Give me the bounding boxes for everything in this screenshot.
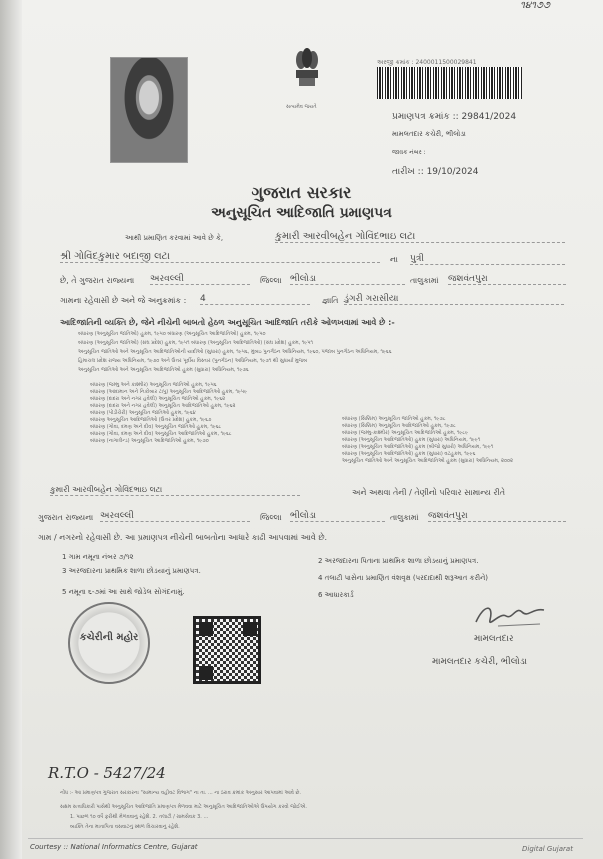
scan-shadow [0, 0, 22, 859]
serial-number: 4 [200, 294, 310, 305]
footer-courtesy: Courtesy :: National Informatics Centre, Gujarat [30, 843, 198, 851]
ref-right-item: બંધારણ (અનુસૂચિત આદિજાતિઓ) હુકમ (સુધારા) અધિનિયમ, ૧૯૯૧ [342, 437, 481, 443]
district-1: અરવલ્લી [150, 274, 250, 285]
ref-left-item: બંધારણ (દાદરા અને નગર હવેલી) અનુસૂચિત આદિજાતિઓ હુકમ, ૧૯૬૨ [90, 403, 236, 409]
outward-number: જાવક નંબર : [392, 149, 426, 156]
resident-line: ગામના રહેવાસી છે અને જે અનુક્રમાંક : [60, 296, 187, 305]
ref-left-item: બંધારણ (નાગાલેન્ડ) અનુસૂચિત આદિજાતિઓ હુકમ, ૧૯૭૦ [90, 438, 209, 444]
qr-code [193, 616, 261, 684]
ref-left-item: બંધારણ (દાદરા અને નગર હવેલી) અનુસૂચિત જાતિઓ હુકમ, ૧૯૬૨ [90, 396, 226, 402]
note-line-4: વ્યક્તિ તેના માતાપિતા વસવાટનું સ્થળ વિચારવાનું રહેશે. [70, 824, 180, 830]
taluka-label-1: તાલુકામાં [410, 276, 439, 285]
corner-mark: ૧૪૧૭૭ [520, 0, 550, 11]
office-seal [68, 602, 150, 684]
name-repeat: કુમારી આરવીબહેન ગોવિંદભાઇ લટા [50, 485, 300, 496]
village-2: જશવંતપુરા [428, 511, 566, 522]
document-number: અરજી ક્રમાંક : 2400011500029841 [377, 59, 477, 66]
caste-name: ડુંગરી ગરાસીયા [344, 294, 564, 305]
ref-left-item: બંધારણ (જમ્મુ અને કાશ્મીર) અનુસૂચિત જાતિઓ હુકમ, ૧૯૫૬ [90, 382, 217, 388]
ref-line-3: અનુસૂચિત જાતિઓ અને અનુસૂચિત આદિજાતિઓની યાદીઓ (સુધારા) હુકમ, ૧૯૫૬, મુંબઇ પુનર્ગઠન અધિનિયમ, ૧૯૬૦, પંજાબ પુનર્ગઠન અધિનિયમ, ૧૯૬૬ [78, 349, 392, 355]
applicant-photo [110, 57, 188, 163]
note-line-3: 1. પાછળ ૧૦ વર્ષે ફરીથી મેળવવાનું રહેશે. 2. તલાટી / ગ્રામસેવક 3. ... [70, 814, 209, 820]
ref-line-1: બંધારણ (અનુસૂચિત જાતિઓ) હુકમ, ૧૯૫૦ બંધારણ (અનુસૂચિત આદિજાતિઓ) હુકમ, ૧૯૫૦ [78, 331, 266, 337]
certificate-title: અનુસૂચિત આદિજાતિ પ્રમાણપત્ર [211, 205, 392, 221]
certify-prefix: આથી પ્રમાણિત કરવામાં આવે છે કે, [125, 234, 224, 242]
taluka-1: ભીલોડા [290, 274, 405, 285]
evidence-item: 1 ગામ નમૂના નંબર ૭/૧૨ [62, 553, 134, 561]
evidence-item: 3 અરજદારના પ્રાથમિક શાળા છોડયાનું પ્રમાણપત્ર. [62, 567, 201, 575]
state-prefix-2: ગુજરાત રાજ્યના [38, 513, 94, 522]
taluka-2: ભીલોડા [290, 511, 385, 522]
handwritten-note: R.T.O - 5427/24 [48, 764, 166, 782]
ref-line-2: બંધારણ (અનુસૂચિત જાતિઓ) (સંઘ પ્રદેશ) હુકમ, ૧૯૫૧ બંધારણ (અનુસૂચિત આદિજાતિઓ) (સંઘ પ્રદેશ) હુકમ, ૧૯૫૧ [78, 340, 314, 346]
relation-label: ના [390, 255, 398, 264]
footer-divider [28, 838, 583, 839]
issue-date: તારીખ :: 19/10/2024 [392, 167, 479, 177]
tribe-line: આદિજાતિની વ્યક્તિ છે, જેને નીચેની બાબતો હેઠળ અનુસૂચિત આદિજાતિ તરીકે ઓળખવામાં આવે છે :- [60, 318, 395, 327]
signature-icon [470, 598, 550, 632]
ref-left-column [90, 382, 330, 445]
ref-right-item: બંધારણ (જમ્મુ-કાશ્મીર) અનુસૂચિત આદિજાતિઓ હુકમ, ૧૯૮૯ [342, 430, 469, 436]
footer-brand: Digital Gujarat [522, 845, 573, 853]
ref-left-item: બંધારણ અનુસૂચિત આદિજાતિઓ (ઉત્તર પ્રદેશ) હુકમ, ૧૯૬૭ [90, 417, 212, 423]
evidence-item: 6 આધારકાર્ડ [318, 591, 354, 599]
family-line: અને અથવા તેની / તેણીનો પરિવાર સામાન્ય રીતે [352, 488, 506, 497]
ref-right-item: અનુસૂચિત જાતિઓ અને અનુસૂચિત આદિજાતિઓ હુકમ (સુધારા) અધિનિયમ, ૨૦૦૨ [342, 458, 513, 464]
ref-left-item: બંધારણ (ગોવા, દમણ અને દીવ) અનુસૂચિત આદિજાતિઓ હુકમ, ૧૯૬૮ [90, 431, 232, 437]
ref-left-item: બંધારણ (આંદામાન અને નિકોબાર ટાપુ) અનુસૂચિત આદિજાતિઓ હુકમ, ૧૯૫૯ [90, 389, 248, 395]
district-2: અરવલ્લી [100, 511, 250, 522]
barcode [377, 67, 522, 99]
ref-line-4: હિમાચલ પ્રદેશ રાજ્ય અધિનિયમ, ૧૯૭૦ અને ઉત્તર પૂર્વીય વિસ્તાર (પુનર્ગઠન) અધિનિયમ, ૧૯૭૧ થી સુધાર્યા મુજબ [78, 358, 308, 364]
evidence-item: 2 અરજદારના પિતાના પ્રાથમિક શાળા છોડયાનું પ્રમાણપત્ર. [318, 557, 479, 565]
caste-label: જ્ઞાતિ [322, 296, 339, 305]
signatory-designation: મામલતદાર [474, 634, 514, 644]
ashoka-emblem-icon [292, 46, 322, 104]
taluka-label-2: તાલુકામાં [390, 513, 419, 522]
seal-text: કચેરીની મહોર [79, 632, 139, 643]
govt-title: ગુજરાત સરકાર [251, 183, 352, 202]
ref-right-item: બંધારણ (અનુસૂચિત આદિજાતિઓ) હુકમ (બીજો સુધારો) અધિનિયમ, ૧૯૯૧ [342, 444, 494, 450]
issuing-office: મામલતદાર કચેરી, ભીલોડા [392, 130, 466, 138]
ref-right-item: બંધારણ (સિક્કિમ) અનુસૂચિત આદિજાતિઓ હુકમ, ૧૯૭૮ [342, 423, 456, 429]
village-line: ગામ / નગરનો રહેવાસી છે. આ પ્રમાણપત્ર નીચેની બાબતોના આધારે કાઢી આપવામાં આવે છે. [38, 533, 328, 542]
applicant-name: કુમારી આરવીબહેન ગોવિંદભાઇ લટા [275, 231, 565, 243]
district-label-2: જિલ્લા [260, 513, 282, 522]
ref-left-item: બંધારણ (ગોવા, દમણ અને દીવ) અનુસૂચિત જાતિઓ હુકમ, ૧૯૬૮ [90, 424, 222, 430]
village-1: જશવંતપુરા [448, 274, 566, 285]
evidence-item: 4 તલાટી પાસેના પ્રમાણિત વંશવૃક્ષ (પરદાદાથી શરૂઆત કરીને) [318, 574, 489, 582]
state-prefix: છે, તે ગુજરાત રાજ્યના [60, 276, 135, 285]
evidence-item: 5 નમૂના ૬-૭માં આ સાથે જોડેલ સોગંદનામું. [62, 588, 185, 596]
district-label-1: જિલ્લા [260, 276, 282, 285]
ref-right-column [342, 416, 582, 465]
ref-right-item: બંધારણ (અનુસૂચિત આદિજાતિઓ) હુકમ (સુધારા) વટહુકમ, ૧૯૯૬ [342, 451, 476, 457]
signatory-office: મામલતદાર કચેરી, ભીલોડા [432, 657, 527, 667]
emblem-caption: સત્યમેવ જયતે [286, 104, 317, 110]
certificate-number: પ્રમાણપત્ર ક્રમાંક :: 29841/2024 [392, 112, 517, 122]
ref-left-item: બંધારણ (પોંડીચેરી) અનુસૂચિત જાતિઓ હુકમ, ૧૯૬૪ [90, 410, 196, 416]
note-line-1: નોંધ :- આ પ્રમાણપત્ર ગુજરાત સરકારના "સામાન્ય વહીવટ વિભાગ" ના તા. ... ના ઠરાવ ક્રમાંક અનુસાર આપવામાં આવે છે. [60, 790, 301, 796]
father-name: શ્રી ગોવિંદકુમાર બદાજી લટા [60, 251, 380, 263]
ref-line-5: અનુસૂચિત જાતિઓ અને અનુસૂચિત આદિજાતિઓ હુકમ (સુધારા) અધિનિયમ, ૧૯૭૬ [78, 367, 249, 373]
relation: પુત્રી [410, 254, 565, 265]
note-line-2: સક્ષમ સત્તાધિકારી પાસેથી અનુસૂચિત આદિજાતિ પ્રમાણપત્ર મેળવવા માટે અનુસૂચિત આદિજાતિઓએ ઉપયોગ કરવો જોઈએ. [60, 804, 307, 810]
ref-right-item: બંધારણ (સિક્કિમ) અનુસૂચિત જાતિઓ હુકમ, ૧૯૭૮ [342, 416, 446, 422]
